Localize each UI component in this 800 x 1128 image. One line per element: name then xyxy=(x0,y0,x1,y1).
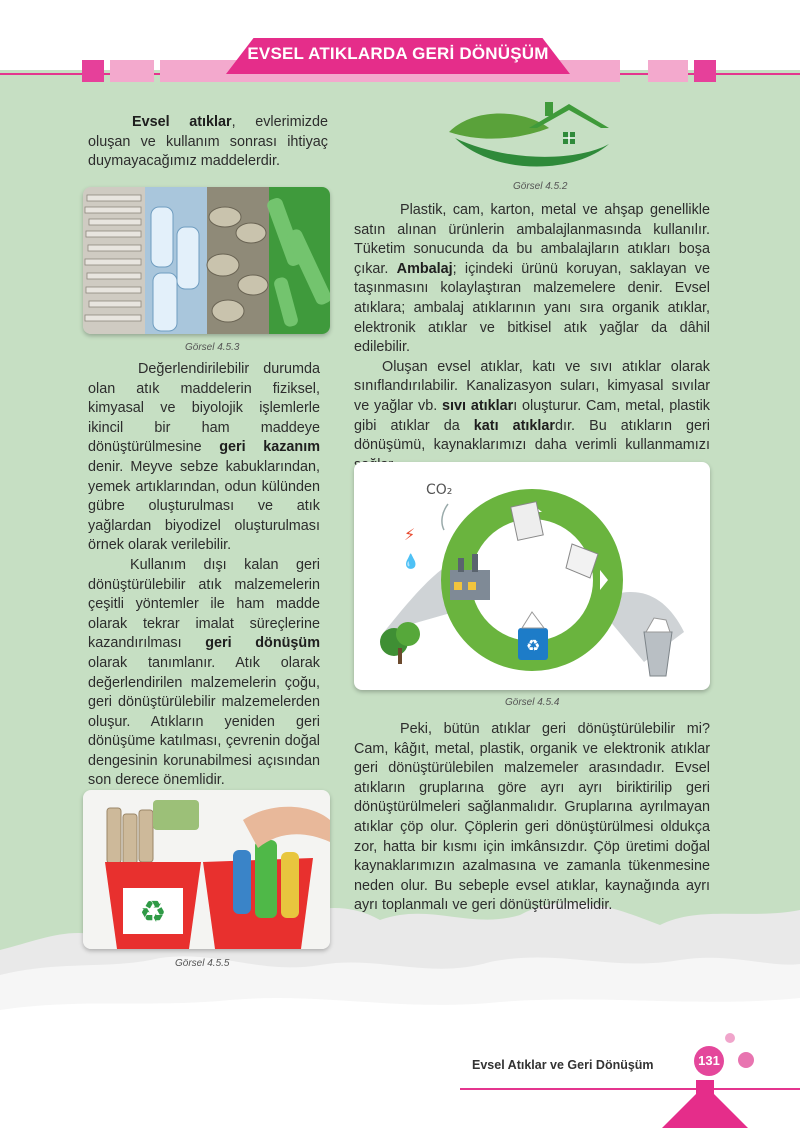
ambalaj-paragraph xyxy=(354,201,710,475)
para-text: Değerlendirilebilir durumda olan atık maddelerin fiziksel, kimyasal ve biyolojik işlemlerle ikincil bir ham maddeye dönüştürülmesine xyxy=(88,361,320,456)
page-header-title: EVSEL ATIKLARDA GERİ DÖNÜŞÜM xyxy=(247,44,549,63)
para-text: Kullanım dışı kalan geri dönüştürülebilir atık malzemelerin çeşitli yöntemler ile ham madde olarak tekrar imalat süreçlerine kazandırılması xyxy=(88,556,320,652)
term-evsel-atiklar: Evsel atıklar xyxy=(132,114,232,130)
flask-icon xyxy=(660,1080,750,1128)
svg-text:♻: ♻ xyxy=(139,895,167,930)
header-block xyxy=(648,60,688,82)
para-text: denir. Meyve sebze kabuklarından, yemek artıklarından, odun külünden gübre oluşturulması ve atık yağlardan biyodizel oluşturulması örnek olarak verilebilir. xyxy=(88,458,320,554)
waste-materials-photo xyxy=(83,187,330,334)
term-kati-atiklar: katı atıklar xyxy=(473,417,556,434)
closing-paragraph xyxy=(354,720,710,916)
para-text: olarak tanımlanır. Atık olarak değerlendirilen malzemelerin çoğu, geri dönüştürülebilir malzemelerden oluşur. Atıkların yeniden geri dönüşüme katılması, çevrenin doğal dengesinin korunabilmesi açısından son derece önemlidir. xyxy=(88,654,320,789)
term-geri-donusum: geri dönüşüm xyxy=(205,635,320,652)
svg-text:⚡: ⚡ xyxy=(404,525,416,544)
header-block xyxy=(110,60,154,82)
recycling-bins-illustration xyxy=(83,790,330,949)
recycling-cycle-illustration xyxy=(354,462,710,690)
para-text: Peki, bütün atıklar geri dönüştürülebilir mi? Cam, kâğıt, metal, plastik, organik ve elektronik atıklar geri dönüştürülebilen malzemeler arasındadır. Evsel atıkların gruplarına göre ayrı ayrı biriktirilip geri dönüştürülmeleri sağlanmalıdır. Gruplarına ayrılmayan atıklar çöp olur. Çöplerin geri dönüştürülmesi oldukça zor, hatta bir kısmı için imkânsızdır. Çöp üretimi doğal kaynaklarımızın azalmasına ve zamanla tükenmesine neden olur. Bu sebeple evsel atıklar, kaynağında ayrı ayrı toplanmalı ve geri dönüştürülmelidir. xyxy=(354,721,710,914)
term-geri-kazanim: geri kazanım xyxy=(219,439,320,456)
intro-text: , evlerimizde oluşan ve kullanım sonrası ihtiyaç duymayacağımız maddelerdir. xyxy=(88,114,328,170)
para-text: dır. Bu atıkların geri dönüşümü, kaynaklarımızı daha verimli kullanmamızı xyxy=(354,417,711,454)
caption-455: Görsel 4.5.5 xyxy=(175,958,230,969)
eco-house-logo xyxy=(445,98,615,178)
caption-453: Görsel 4.5.3 xyxy=(185,342,240,353)
para-text: Oluşan evsel atıklar, katı ve sıvı atıklar olarak sınıflandırılabilir. Kanalizasyon suları, kimyasal sıvılar ve yağlar vb. xyxy=(354,358,710,414)
co2-label: CO₂ xyxy=(426,482,453,498)
recycling-cycle-diagram xyxy=(354,462,710,690)
term-sivi-atiklar: sıvı atıklar xyxy=(442,397,514,414)
para-text: Plastik, cam, karton, metal ve ahşap genellikle satın alınan ürünlerin ambalajlanmasında kullanılır. Tüketim sonucunda da bu ambalajların atıkları boşa çıkar. xyxy=(354,202,710,277)
page-number-badge: 131 xyxy=(694,1046,724,1076)
caption-454: Görsel 4.5.4 xyxy=(505,697,560,708)
para-text: ; içindeki ürünü koruyan, saklayan ve taşınmasını kolaylaştıran malzemelere denir. Evsel atıklara; ambalaj atıklarının yanı sıra organik atıklar, elektronik atıklar ve bitkisel atık yağlar da dâhil edilebilir. xyxy=(354,260,711,356)
svg-text:♻: ♻ xyxy=(525,636,541,655)
header-block xyxy=(694,60,716,82)
term-ambalaj: Ambalaj xyxy=(396,260,453,277)
recycling-bins-photo xyxy=(83,790,330,949)
para-text: ı oluşturur. Cam, metal, plastik gibi atıklar da xyxy=(354,397,711,434)
footer-unit-title: Evsel Atıklar ve Geri Dönüşüm xyxy=(472,1058,654,1072)
header-block xyxy=(82,60,104,82)
caption-452: Görsel 4.5.2 xyxy=(513,181,568,192)
decorative-bubbles xyxy=(720,1030,760,1070)
svg-text:💧: 💧 xyxy=(402,554,420,570)
intro-paragraph xyxy=(88,113,328,172)
geri-kazanim-paragraph xyxy=(88,360,320,791)
waste-materials-illustration xyxy=(83,187,330,334)
